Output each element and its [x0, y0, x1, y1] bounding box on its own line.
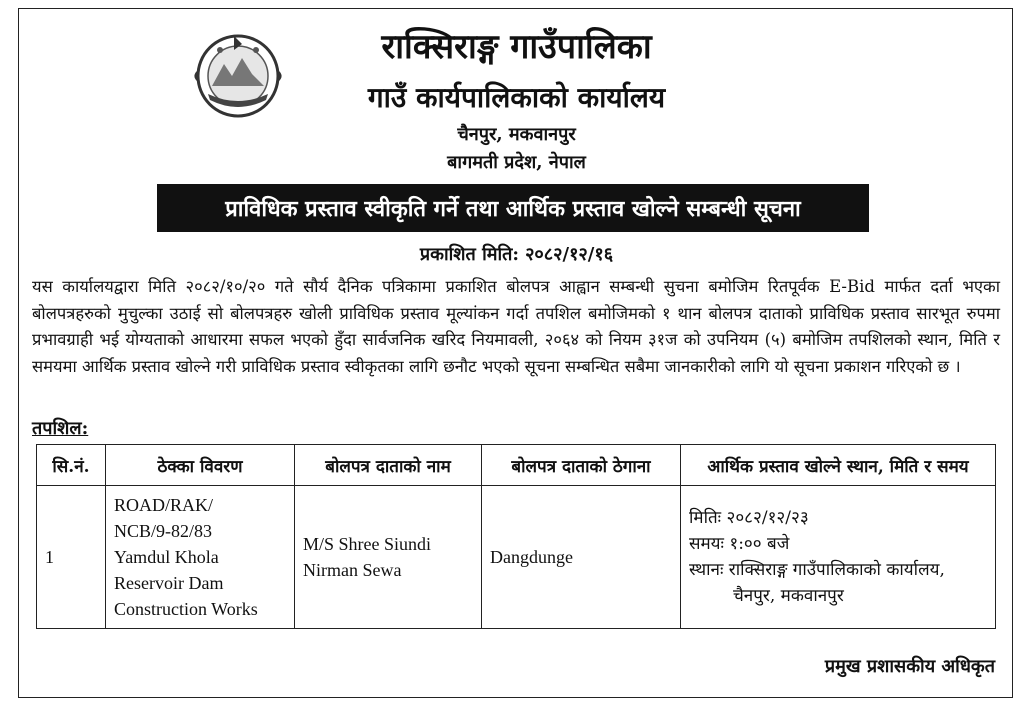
opening-date: मितिः २०८२/१२/२३ — [689, 508, 809, 528]
signatory-title: प्रमुख प्रशासकीय अधिकृत — [824, 656, 995, 677]
cell-bidder-address: Dangdunge — [482, 486, 681, 629]
address-line-2: बागमती प्रदेश, नेपाल — [447, 152, 586, 173]
opening-time: समयः १:०० बजे — [689, 534, 790, 554]
opening-place-line-2: चैनपुर, मकवानपुर — [733, 586, 844, 606]
municipality-name: राक्सिराङ्ग गाउँपालिका — [381, 27, 652, 67]
contract-line: ROAD/RAK/ — [114, 495, 214, 515]
office-name: गाउँ कार्यपालिकाको कार्यालय — [367, 81, 666, 114]
header-sn: सि.नं. — [37, 445, 106, 486]
contract-line: Construction Works — [114, 599, 258, 619]
cell-contract — [106, 486, 295, 629]
header-bidder-name: बोलपत्र दाताको नाम — [295, 445, 482, 486]
table-header-row — [37, 445, 996, 486]
details-heading: तपशिल: — [32, 418, 89, 439]
bidder-name-line: Nirman Sewa — [303, 560, 402, 580]
cell-opening — [681, 486, 996, 629]
header-opening: आर्थिक प्रस्ताव खोल्ने स्थान, मिति र समय — [681, 445, 996, 486]
notice-title-banner — [157, 184, 869, 232]
cell-sn: 1 — [37, 486, 106, 629]
table-row — [37, 486, 996, 629]
header-bidder-address: बोलपत्र दाताको ठेगाना — [482, 445, 681, 486]
opening-place: स्थानः राक्सिराङ्ग गाउँपालिकाको कार्यालय, — [689, 560, 945, 580]
contract-line: NCB/9-82/83 — [114, 521, 213, 541]
bidder-name-line: M/S Shree Siundi — [303, 534, 432, 554]
published-date — [0, 242, 1033, 266]
published-date-label: प्रकाशित मिति: — [419, 244, 520, 265]
details-table — [36, 444, 996, 629]
cell-bidder-name — [295, 486, 482, 629]
header-contract: ठेक्का विवरण — [106, 445, 295, 486]
published-date-value: २०८२/१२/१६ — [525, 244, 614, 265]
contract-line: Reservoir Dam — [114, 573, 224, 593]
notice-body: यस कार्यालयद्वारा मिति २०८२/१०/२० गते सौर्य दैनिक पत्रिकामा प्रकाशित बोलपत्र आह्वान सम्बन्धी सुचना बमोजिम रितपूर्वक E-Bid मार्फत दर्ता भएका बोलपत्रहरुको मुचुल्का उठाई सो बोलपत्रहरु खोली प्राविधिक प्रस्ताव मूल्यांकन गर्दा तपशिल बमोजिमको १ थान बोलपत्र दाताको प्राविधिक प्रस्ताव सारभूत रुपमा प्रभावग्राही भई योग्यताको आधारमा सफल भएको हुँदा सार्वजनिक खरिद नियमावली, २०६४ को नियम ३१ज को उपनियम (५) बमोजिम तपशिलको स्थान, मिति र समयमा आर्थिक प्रस्ताव खोल्ने गरी प्राविधिक प्रस्ताव स्वीकृतका लागि छनौट भएको सूचना सम्बन्धित सबैमा जानकारीको लागि यो सूचना प्रकाशन गरिएको छ । — [32, 277, 1000, 376]
notice-title: प्राविधिक प्रस्ताव स्वीकृति गर्ने तथा आर्थिक प्रस्ताव खोल्ने सम्बन्धी सूचना — [225, 196, 801, 222]
contract-line: Yamdul Khola — [114, 547, 219, 567]
address-line-1: चैनपुर, मकवानपुर — [457, 124, 576, 145]
